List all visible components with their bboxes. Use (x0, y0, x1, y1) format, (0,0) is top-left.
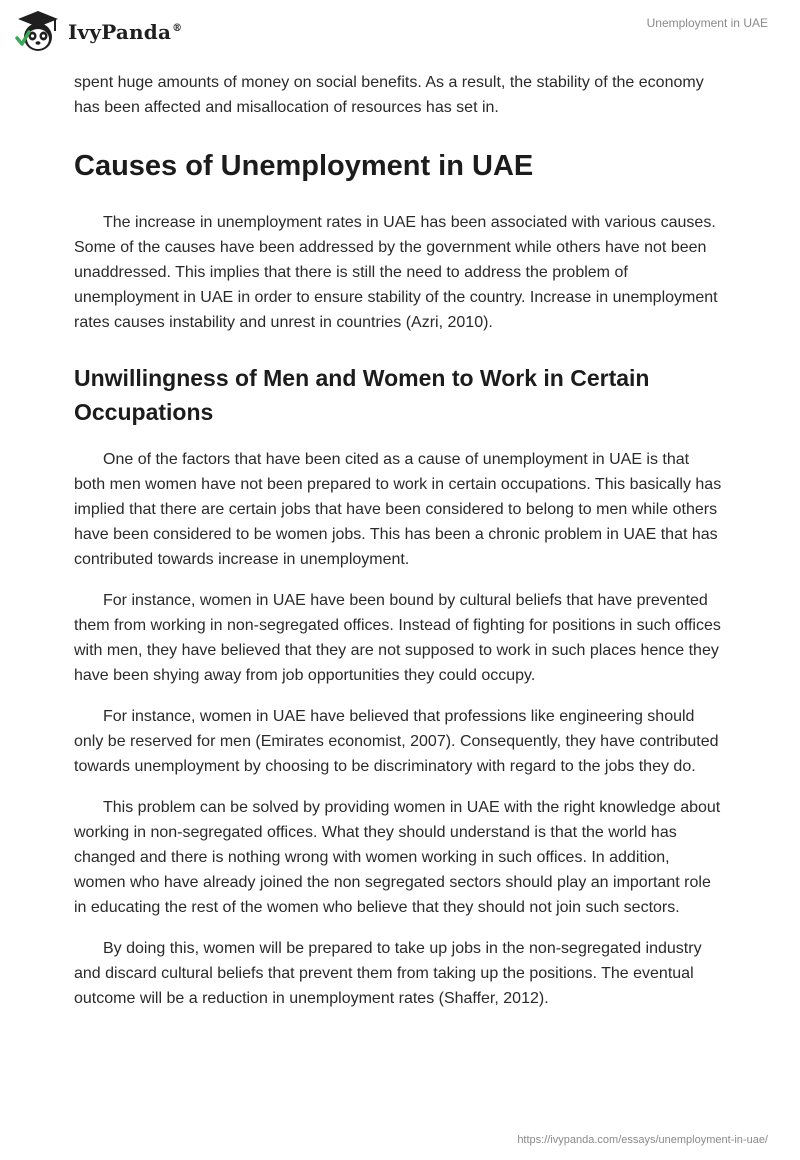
intro-paragraph: spent huge amounts of money on social benefits. As a result, the stability of the economy has been affected and misallocation of resources has set in. (74, 74, 704, 116)
paragraph: By doing this, women will be prepared to take up jobs in the non-segregated industry and discard cultural beliefs that prevent them from taking up the positions. The eventual outcome will be a reduction in unemployment rates (Shaffer, 2012). (74, 940, 702, 1007)
brand-name: IvyPanda® (68, 20, 183, 44)
section-heading-unwillingness: Unwillingness of Men and Women to Work in Certain Occupations (74, 365, 650, 425)
section-heading-causes: Causes of Unemployment in UAE (74, 150, 534, 182)
paragraph: This problem can be solved by providing women in UAE with the right knowledge about working in non-segregated offices. What they should understand is that the world has changed and there is nothing wrong with women working in such offices. In addition, women who have already joined the non segregated sectors should play an important role in educating the rest of the women who believe that they should not join such sectors. (74, 799, 721, 916)
paragraph: The increase in unemployment rates in UAE has been associated with various causes. Some of the causes have been addressed by the government while others have not been unaddressed. This implies that there is still the need to address the problem of unemployment in UAE in order to ensure stability of the country. Increase in unemployment rates causes instability and unrest in countries (Azri, 2010). (74, 214, 718, 331)
panda-graduate-logo-icon (14, 8, 62, 56)
essay-body (74, 70, 724, 1027)
brand-logo[interactable] (14, 8, 182, 56)
document-title: Unemployment in UAE (646, 16, 768, 30)
paragraph: One of the factors that have been cited as a cause of unemployment in UAE is that both men women have not been prepared to work in certain occupations. This basically has implied that there are certain jobs that have been considered to belong to men while others have been considered to be women jobs. This has been a chronic problem in UAE that has contributed towards increase in unemployment. (74, 451, 722, 568)
paragraph: For instance, women in UAE have believed that professions like engineering should only be reserved for men (Emirates economist, 2007). Consequently, they have contributed towards unemployment by choosing to be discriminatory with regard to the jobs they do. (74, 708, 719, 775)
page-header (0, 0, 800, 66)
paragraph: For instance, women in UAE have been bound by cultural beliefs that have prevented them from working in non-segregated offices. Instead of fighting for positions in such offices with men, they have believed that they are not supposed to work in such places hence they have been shying away from job opportunities they could occupy. (74, 592, 721, 684)
footer-source-url[interactable]: https://ivypanda.com/essays/unemployment-in-uae/ (517, 1134, 768, 1146)
